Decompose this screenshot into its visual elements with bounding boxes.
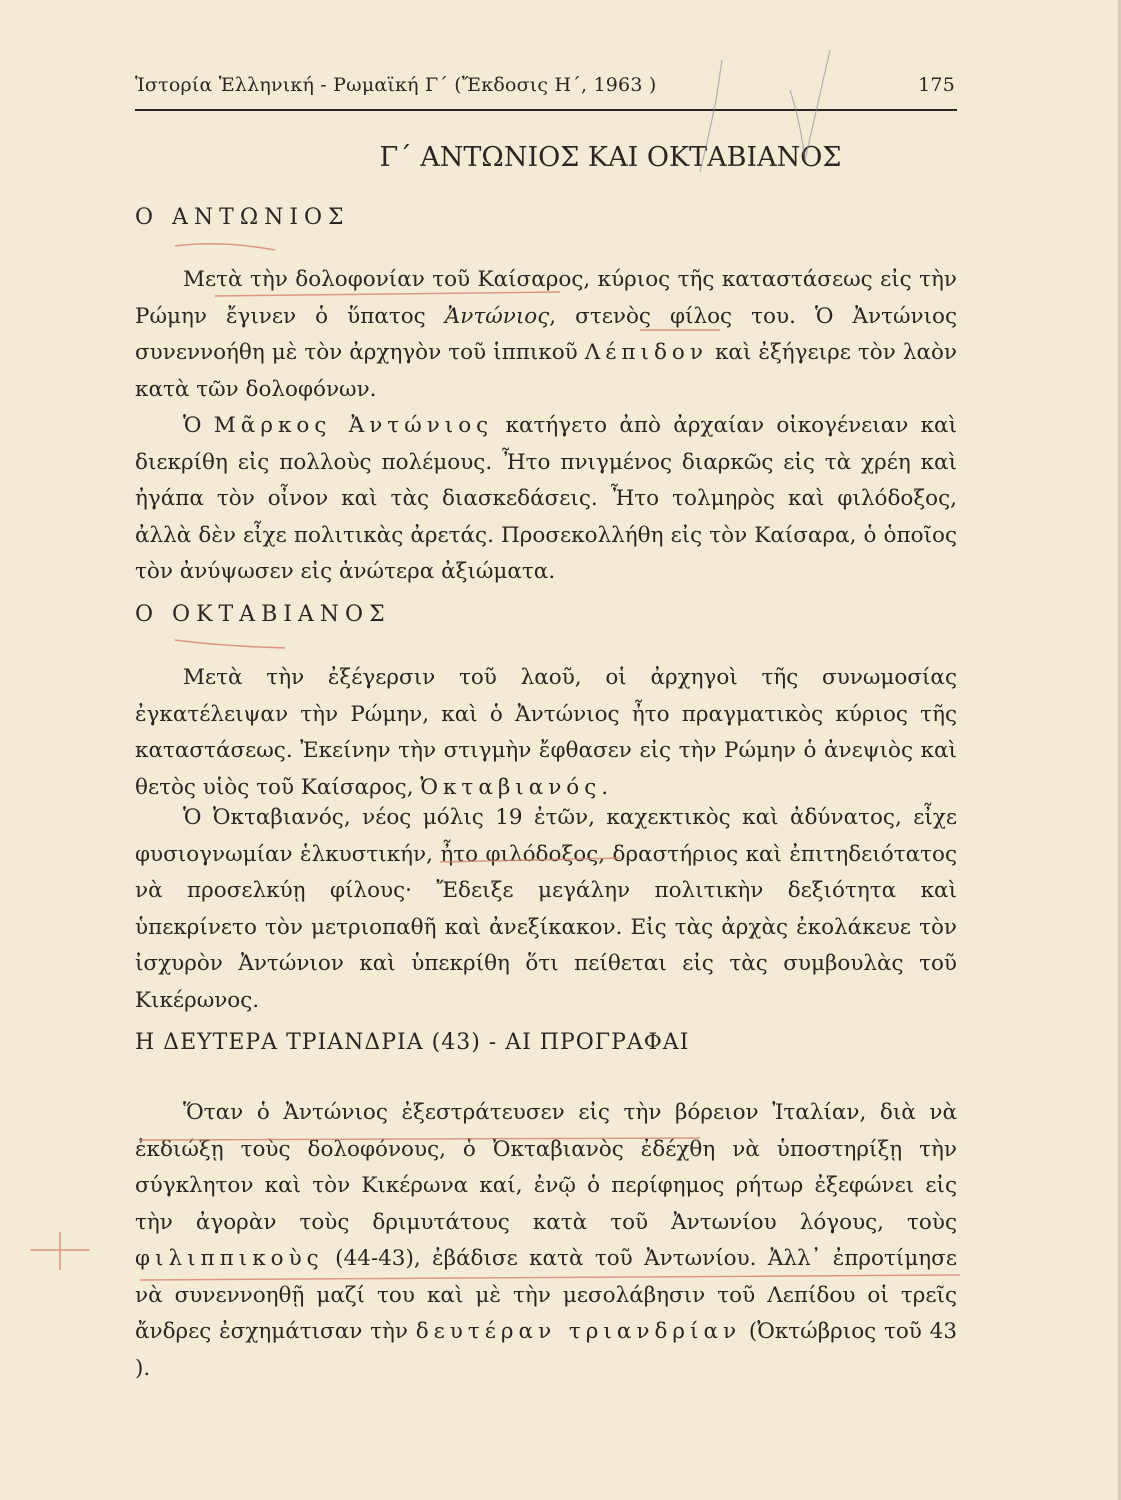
- chapter-title: Γ΄ ΑΝΤΩΝΙΟΣ ΚΑΙ ΟΚΤΑΒΙΑΝΟΣ: [379, 142, 842, 173]
- underline-mark: [175, 640, 285, 648]
- margin-cross-mark: [30, 1232, 90, 1270]
- paragraph-oktavianos-1: Μετὰ τὴν ἐξέγερσιν τοῦ λαοῦ, οἱ ἀρχηγοὶ τῆς συνωμοσίας ἐγκατέλειψαν τὴν Ρώμην, καὶ ὁ Ἀντώνιος ἦτο πραγματικὸς κύριος τῆς καταστάσεως. Ἐκείνην τὴν στιγμὴν ἔφθασεν εἰς τὴν Ρώμην ὁ ἀνεψιὸς καὶ θετὸς υἱὸς τοῦ Καίσαρος, Ὀκταβιανός.: [135, 665, 957, 800]
- paragraph-antonios-1: Μετὰ τὴν δολοφονίαν τοῦ Καίσαρος, κύριος τῆς καταστάσεως εἰς τὴν Ρώμην ἔγινεν ὁ ὕπατος Ἀντώνιος, στενὸς φίλος του. Ὁ Ἀντώνιος συνεννοήθη μὲ τὸν ἀρχηγὸν τοῦ ἱππικοῦ Λέπιδον καὶ ἐξήγειρε τὸν λαὸν κατὰ τῶν δολοφόνων.: [135, 267, 957, 402]
- paragraph-oktavianos-2: Ὁ Ὀκταβιανός, νέος μόλις 19 ἐτῶν, καχεκτικὸς καὶ ἀδύνατος, εἶχε φυσιογνωμίαν ἑλκυστικήν, ἦτο φιλόδοξος, δραστήριος καὶ ἐπιτηδειότατος νὰ προσελκύῃ φίλους· Ἔδειξε μεγάλην πολιτικὴν δεξιότητα καὶ ὑπεκρίνετο τὸν μετριοπαθῆ καὶ ἀνεξίκακον. Εἰς τὰς ἀρχὰς ἐκολάκευε τὸν ἰσχυρὸν Ἀντώνιον καὶ ὑπεκρίθη ὅτι πείθεται εἰς τὰς συμβουλὰς τοῦ Κικέρωνος.: [135, 805, 957, 1013]
- underline-mark: [140, 1138, 700, 1140]
- pencil-check-mark: [700, 60, 722, 172]
- pencil-check-mark: [790, 50, 830, 160]
- running-title: Ἱστορία Ἑλληνική - Ρωμαϊκή Γ΄ (Ἔκδοσις Η΄, 1963 ): [135, 74, 657, 96]
- underline-mark: [440, 858, 620, 862]
- page-number: 175: [918, 74, 955, 96]
- section-heading-triandria: Η ΔΕΥΤΕΡΑ ΤΡΙΑΝΔΡΙΑ (43) - ΑΙ ΠΡΟΓΡΑΦΑΙ: [135, 1030, 690, 1055]
- underline-mark: [215, 292, 560, 296]
- section-heading-antonios: Ο ΑΝΤΩΝΙΟΣ: [135, 205, 350, 230]
- paragraph-triandria-1: Ὅταν ὁ Ἀντώνιος ἐξεστράτευσεν εἰς τὴν βόρειον Ἰταλίαν, διὰ νὰ ἐκδιώξῃ τοὺς δολοφόνους, ὁ Ὀκταβιανὸς ἐδέχθη νὰ ὑποστηρίξῃ τὴν σύγκλητον καὶ τὸν Κικέρωνα καί, ἐνῷ ὁ περίφημος ρήτωρ ἐξεφώνει εἰς τὴν ἀγορὰν τοὺς δριμυτάτους κατὰ τοῦ Ἀντωνίου λόγους, τοὺς φιλιππικοὺς (44-43), ἐβάδισε κατὰ τοῦ Ἀντωνίου. Ἀλλ᾽ ἐπροτίμησε νὰ συνεννοηθῇ μαζί του καὶ μὲ τὴν μεσολάβησιν τοῦ Λεπίδου οἱ τρεῖς ἄνδρες ἐσχημάτισαν τὴν δευτέραν τριανδρίαν (Ὀκτώβριος τοῦ 43 ).: [135, 1100, 957, 1381]
- underline-mark: [175, 244, 275, 250]
- section-heading-oktavianos: Ο ΟΚΤΑΒΙΑΝΟΣ: [135, 602, 391, 627]
- paragraph-antonios-2: Ὁ Μᾶρκος Ἀντώνιος κατήγετο ἀπὸ ἀρχαίαν οἰκογένειαν καὶ διεκρίθη εἰς πολλοὺς πολέμους. Ἦτο πνιγμένος διαρκῶς εἰς τὰ χρέη καὶ ἠγάπα τὸν οἶνον καὶ τὰς διασκεδάσεις. Ἦτο τολμηρὸς καὶ φιλόδοξος, ἀλλὰ δὲν εἶχε πολιτικὰς ἀρετάς. Προσεκολλήθη εἰς τὸν Καίσαρα, ὁ ὁποῖος τὸν ἀνύψωσεν εἰς ἀνώτερα ἀξιώματα.: [135, 413, 957, 584]
- underline-mark: [140, 1275, 960, 1280]
